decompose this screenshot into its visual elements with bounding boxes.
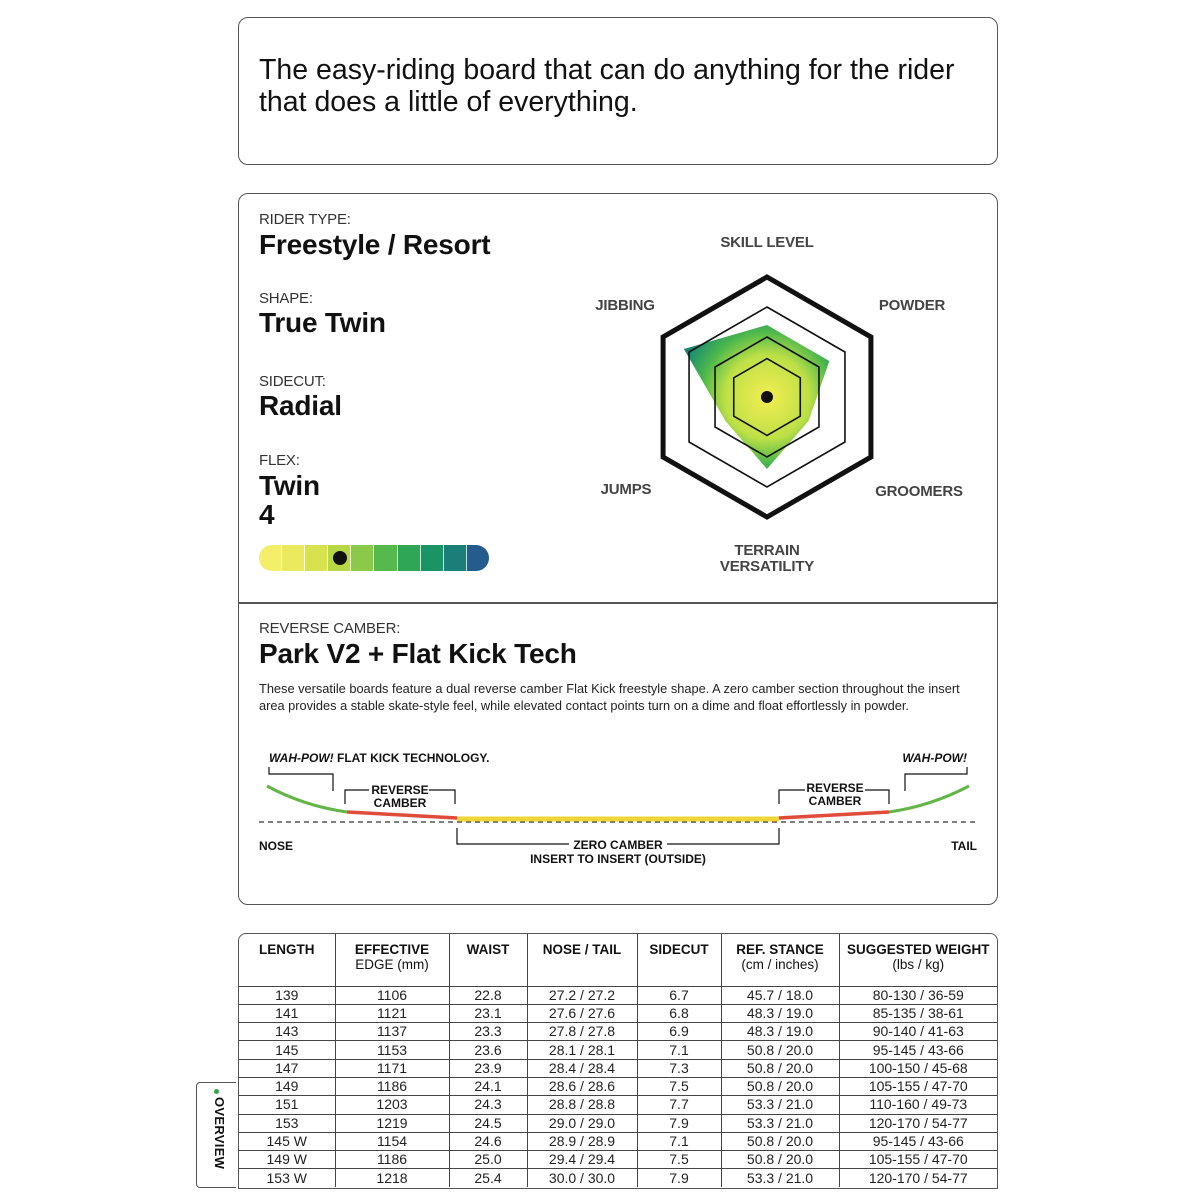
- table-cell: 28.6 / 28.6: [527, 1077, 637, 1095]
- overview-tab[interactable]: [196, 1082, 236, 1188]
- table-cell: 25.4: [449, 1169, 527, 1187]
- table-cell: 95-145 / 43-66: [839, 1132, 997, 1150]
- overview-tab-label: OVERVIEW: [212, 1097, 227, 1170]
- table-cell: 27.2 / 27.2: [527, 986, 637, 1004]
- table-cell: 50.8 / 20.0: [721, 1059, 839, 1077]
- table-cell: 80-130 / 36-59: [839, 986, 997, 1004]
- rider-type-label: RIDER TYPE:: [259, 211, 351, 228]
- specs-card: [238, 193, 998, 905]
- table-cell: 7.1: [637, 1041, 721, 1059]
- table-row: [239, 1059, 997, 1077]
- table-row: [239, 986, 997, 1004]
- table-cell: 24.5: [449, 1114, 527, 1132]
- nose-kick-curve: [267, 786, 347, 812]
- table-cell: 145 W: [239, 1132, 335, 1150]
- table-cell: 149 W: [239, 1151, 335, 1169]
- table-cell: 23.1: [449, 1004, 527, 1022]
- flex-scale-segment: [467, 545, 489, 571]
- table-cell: 100-150 / 45-68: [839, 1059, 997, 1077]
- table-cell: 23.3: [449, 1023, 527, 1041]
- table-cell: 28.1 / 28.1: [527, 1041, 637, 1059]
- table-cell: 120-170 / 54-77: [839, 1169, 997, 1187]
- insert-to-insert-text: INSERT TO INSERT (OUTSIDE): [530, 852, 706, 866]
- table-row: [239, 1041, 997, 1059]
- table-cell: 24.6: [449, 1132, 527, 1150]
- column-header-line2: (cm / inches): [741, 957, 819, 972]
- table-cell: 1121: [335, 1004, 449, 1022]
- table-cell: 1186: [335, 1077, 449, 1095]
- table-cell: 1203: [335, 1096, 449, 1114]
- table-cell: 1186: [335, 1151, 449, 1169]
- table-cell: 110-160 / 49-73: [839, 1096, 997, 1114]
- table-cell: 139: [239, 986, 335, 1004]
- table-cell: 45.7 / 18.0: [721, 986, 839, 1004]
- table-cell: 153 W: [266, 1169, 307, 1186]
- table-cell: 29.4 / 29.4: [527, 1151, 637, 1169]
- table-cell: 1171: [335, 1059, 449, 1077]
- table-cell: 147: [239, 1059, 335, 1077]
- table-cell: 50.8 / 20.0: [721, 1077, 839, 1095]
- section-divider: [239, 602, 997, 604]
- table-cell: 141: [239, 1004, 335, 1022]
- flex-value: 4: [259, 499, 275, 530]
- table-cell: 50.8 / 20.0: [721, 1041, 839, 1059]
- column-header: [721, 934, 839, 986]
- flex-scale-marker: [333, 551, 347, 565]
- camber-profile-name: Park V2 + Flat Kick Tech: [259, 638, 577, 669]
- radar-label-groomers: GROOMERS: [875, 483, 963, 500]
- table-cell: 27.8 / 27.8: [527, 1023, 637, 1041]
- table-cell: 23.9: [449, 1059, 527, 1077]
- radar-label-terrain-versatility: [707, 543, 827, 575]
- table-cell: 7.5: [637, 1151, 721, 1169]
- table-cell: 23.6: [449, 1041, 527, 1059]
- flex-type: Twin: [259, 470, 320, 501]
- size-spec-table-card: [238, 933, 998, 1189]
- radar-label-jibbing: JIBBING: [595, 297, 655, 314]
- table-cell: 120-170 / 54-77: [839, 1114, 997, 1132]
- column-header-line1: REF. STANCE: [736, 942, 824, 957]
- left-reverse-text: REVERSE: [371, 783, 429, 797]
- wahpow-left-text: WAH-POW!: [269, 751, 334, 765]
- table-cell: 22.8: [449, 986, 527, 1004]
- column-header: [527, 934, 637, 986]
- table-cell: 28.8 / 28.8: [527, 1096, 637, 1114]
- flex-scale-segment: [305, 545, 328, 571]
- table-row: [239, 1169, 997, 1187]
- column-header: [637, 934, 721, 986]
- size-spec-table: [239, 934, 997, 1187]
- shape-value: True Twin: [259, 307, 386, 338]
- column-header: [239, 934, 335, 986]
- wahpow-right-text: WAH-POW!: [902, 751, 967, 765]
- table-row: [239, 1023, 997, 1041]
- flex-scale-bar: [259, 545, 489, 571]
- table-cell: 6.7: [637, 986, 721, 1004]
- column-header-line1: SUGGESTED WEIGHT: [846, 942, 990, 957]
- table-cell: 7.5: [637, 1077, 721, 1095]
- column-header-line1: SIDECUT: [649, 942, 709, 957]
- table-row: [239, 1004, 997, 1022]
- table-cell: 149: [239, 1077, 335, 1095]
- table-cell: 105-155 / 47-70: [839, 1077, 997, 1095]
- table-cell: 28.9 / 28.9: [527, 1132, 637, 1150]
- right-camber-text: CAMBER: [808, 794, 862, 808]
- table-cell: 105-155 / 47-70: [839, 1151, 997, 1169]
- column-header-line2: (lbs / kg): [892, 957, 945, 972]
- table-cell: 151: [239, 1096, 335, 1114]
- flex-scale-segment: [259, 545, 282, 571]
- table-cell: 50.8 / 20.0: [721, 1132, 839, 1150]
- flex-scale-segment: [374, 545, 397, 571]
- flat-kick-tech-text: FLAT KICK TECHNOLOGY.: [337, 751, 490, 765]
- radar-label-powder: POWDER: [878, 297, 946, 314]
- table-row: [239, 1096, 997, 1114]
- table-cell: 50.8 / 20.0: [721, 1151, 839, 1169]
- table-row: [239, 1151, 997, 1169]
- table-cell: 28.4 / 28.4: [527, 1059, 637, 1077]
- camber-type-label: REVERSE CAMBER:: [259, 620, 401, 637]
- table-cell: 27.6 / 27.6: [527, 1004, 637, 1022]
- table-cell: 7.7: [637, 1096, 721, 1114]
- flex-scale-segment: [444, 545, 467, 571]
- right-reverse-text: REVERSE: [806, 781, 864, 795]
- column-header: [449, 934, 527, 986]
- flex-scale-segment: [398, 545, 421, 571]
- column-header-line2: EDGE (mm): [355, 957, 429, 972]
- sidecut-value: Radial: [259, 390, 342, 421]
- rider-type-value: Freestyle / Resort: [259, 229, 491, 260]
- table-cell: 1219: [335, 1114, 449, 1132]
- overview-indicator-dot: [214, 1089, 219, 1094]
- flex-scale-segment: [282, 545, 305, 571]
- table-cell: 29.0 / 29.0: [527, 1114, 637, 1132]
- right-reverse-camber-curve: [779, 812, 889, 818]
- table-cell: 53.3 / 21.0: [721, 1096, 839, 1114]
- table-cell: 1154: [335, 1132, 449, 1150]
- table-cell: 145: [239, 1041, 335, 1059]
- tagline-card: [238, 17, 998, 165]
- table-cell: 24.1: [449, 1077, 527, 1095]
- table-cell: 53.3 / 21.0: [721, 1169, 839, 1187]
- sidecut-label: SIDECUT:: [259, 373, 326, 390]
- wahpow-left-bracket: [269, 767, 333, 791]
- table-cell: 7.3: [637, 1059, 721, 1077]
- table-cell: 30.0 / 30.0: [527, 1169, 637, 1187]
- tail-label: TAIL: [951, 839, 977, 853]
- table-cell: 6.8: [637, 1004, 721, 1022]
- table-cell: 48.3 / 19.0: [721, 1004, 839, 1022]
- table-header-row: [239, 934, 997, 986]
- table-cell: 1218: [335, 1169, 449, 1187]
- left-camber-text: CAMBER: [373, 796, 427, 810]
- column-header-line1: WAIST: [466, 942, 510, 957]
- camber-description: These versatile boards feature a dual reverse camber Flat Kick freestyle shape. A zero camber section throughout the insert area provides a stable skate-style feel, while elevated contact points turn on a dime and float effortlessly in powder.: [259, 681, 960, 713]
- tagline-text: The easy-riding board that can do anything for the rider that does a little of everything.: [259, 54, 955, 118]
- radar-label-skill-level: SKILL LEVEL: [720, 234, 814, 251]
- column-header-line1: LENGTH: [259, 942, 315, 957]
- tail-kick-curve: [889, 786, 969, 812]
- table-cell: 6.9: [637, 1023, 721, 1041]
- terrain-label-line1: TERRAIN: [734, 542, 800, 559]
- terrain-label-line2: VERSATILITY: [719, 558, 815, 575]
- table-cell: 85-135 / 38-61: [839, 1004, 997, 1022]
- table-cell: 48.3 / 19.0: [721, 1023, 839, 1041]
- zero-camber-text: ZERO CAMBER: [573, 838, 663, 852]
- riding-radar-chart: [589, 224, 979, 574]
- table-cell: 1137: [335, 1023, 449, 1041]
- column-header-line1: NOSE / TAIL: [542, 942, 622, 957]
- table-cell: 95-145 / 43-66: [839, 1041, 997, 1059]
- flex-scale-segment: [351, 545, 374, 571]
- table-cell: 153: [239, 1114, 335, 1132]
- table-body: [239, 986, 997, 1187]
- table-cell: 24.3: [449, 1096, 527, 1114]
- shape-label: SHAPE:: [259, 290, 313, 307]
- column-header: [335, 934, 449, 986]
- left-reverse-camber-curve: [347, 812, 457, 818]
- table-cell: 7.1: [637, 1132, 721, 1150]
- camber-profile-diagram: [259, 746, 979, 876]
- table-row: [239, 1077, 997, 1095]
- nose-label: NOSE: [259, 839, 294, 853]
- table-cell: 1153: [335, 1041, 449, 1059]
- table-cell: 7.9: [637, 1169, 721, 1187]
- table-cell: 143: [239, 1023, 335, 1041]
- column-header: [839, 934, 997, 986]
- flex-label: FLEX:: [259, 452, 300, 469]
- radar-label-jumps: JUMPS: [600, 481, 652, 498]
- table-cell: 90-140 / 41-63: [839, 1023, 997, 1041]
- table-row: [239, 1114, 997, 1132]
- column-header-line1: EFFECTIVE: [354, 942, 430, 957]
- wahpow-right-bracket: [905, 767, 967, 791]
- table-cell: 53.3 / 21.0: [721, 1114, 839, 1132]
- table-cell: 1106: [335, 986, 449, 1004]
- radar-center-dot: [761, 391, 773, 403]
- table-cell: 7.9: [637, 1114, 721, 1132]
- table-cell: 25.0: [449, 1151, 527, 1169]
- table-row: [239, 1132, 997, 1150]
- flex-scale-segment: [421, 545, 444, 571]
